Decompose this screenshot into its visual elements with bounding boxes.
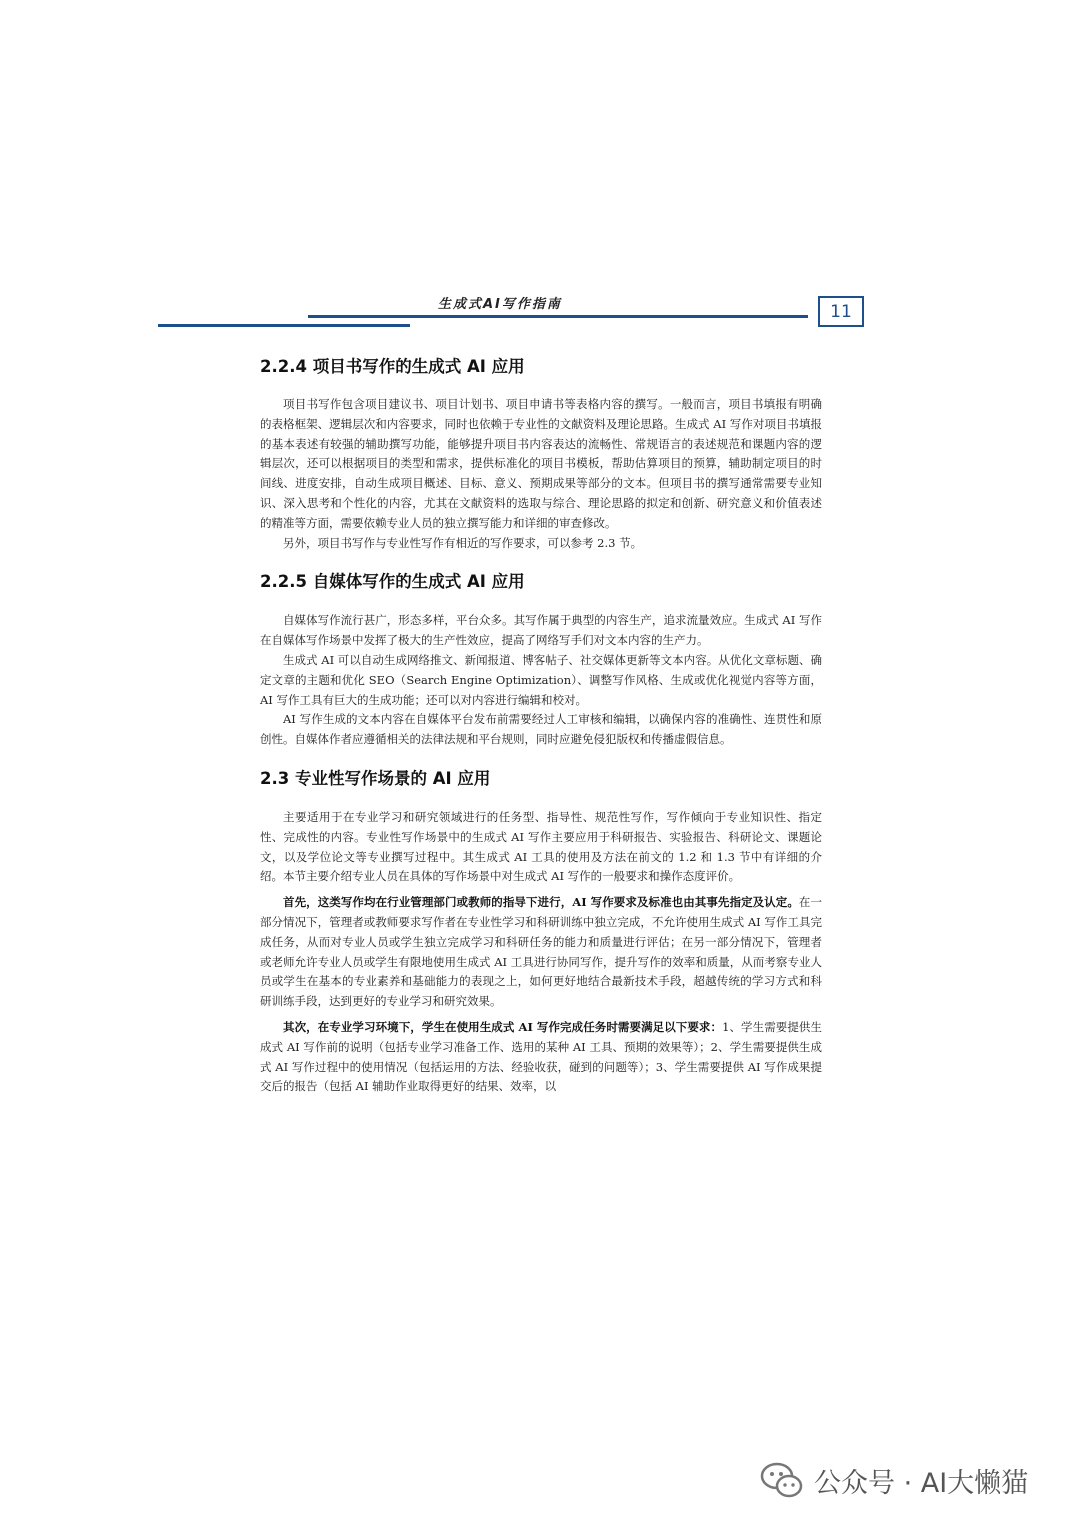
header-rule-long	[308, 315, 808, 318]
paragraph-body: 在一部分情况下，管理者或教师要求写作者在专业性学习和科研训练中独立完成，不允许使用生成式 AI 写作工具完成任务，从而对专业人员或学生独立完成学习和科研任务的能力和质量进行评估；在另一部分情况下，管理者或老师允许专业人员或学生有限地使用生成式 AI 工具进行协同写作，提升写作的效率和质量，从而考察专业人员或学生在基本的专业素养和基础能力的表现之上，如何更好地结合最新技术手段，超越传统的学习方式和科研训练手段，达到更好的专业学习和研究效果。	[260, 895, 822, 1009]
page-number-box	[818, 296, 864, 327]
section-heading-2-2-4: 2.2.4 项目书写作的生成式 AI 应用	[260, 357, 525, 376]
paragraph: 生成式 AI 可以自动生成网络推文、新闻报道、博客帖子、社交媒体更新等文本内容。从优化文章标题、确定文章的主题和优化 SEO（Search Engine Optimization）、调整写作风格、生成或优化视觉内容等方面，AI 写作工具有巨大的生成功能；还可以对内容进行编辑和校对。	[260, 652, 822, 707]
wechat-icon	[760, 1460, 804, 1500]
header-rule-short	[158, 324, 410, 327]
bold-lead: 其次，在专业学习环境下，学生在使用生成式 AI 写作完成任务时需要满足以下要求：	[283, 1019, 723, 1034]
page-number: 11	[830, 301, 852, 322]
paragraph: 项目书写作包含项目建议书、项目计划书、项目申请书等表格内容的撰写。一般而言，项目书填报有明确的表格框架、逻辑层次和内容要求，同时也依赖于专业性的文献资料及理论思路。生成式 AI 写作对项目书填报的基本表述有较强的辅助撰写功能，能够提升项目书内容表达的流畅性、常规语言的表述规范和课题内容的逻辑层次，还可以根据项目的类型和需求，提供标准化的项目书模板，帮助估算项目的预算，辅助制定项目的时间线、进度安排，自动生成项目概述、目标、意义、预期成果等部分的文本。但项目书的撰写通常需要专业知识、深入思考和个性化的内容，尤其在文献资料的选取与综合、理论思路的拟定和创新、研究意义和价值表述的精准等方面，需要依赖专业人员的独立撰写能力和详细的审查修改。	[260, 397, 822, 530]
paragraph: AI 写作生成的文本内容在自媒体平台发布前需要经过人工审核和编辑，以确保内容的准确性、连贯性和原创性。自媒体作者应遵循相关的法律法规和平台规则，同时应避免侵犯版权和传播虚假信息。	[260, 712, 822, 747]
paragraph: 主要适用于在专业学习和研究领域进行的任务型、指导性、规范性写作，写作倾向于专业知识性、指定性、完成性的内容。专业性写作场景中的生成式 AI 写作主要应用于科研报告、实验报告、科研论文、课题论文，以及学位论文等专业撰写过程中。其生成式 AI 工具的使用及方法在前文的 1.2 和 1.3 节中有详细的介绍。本节主要介绍专业人员在具体的写作场景中对生成式 AI 写作的一般要求和操作态度评价。	[260, 809, 822, 884]
paragraph	[260, 893, 822, 1012]
paragraph: 另外，项目书写作与专业性写作有相近的写作要求，可以参考 2.3 节。	[283, 535, 643, 550]
paragraph	[260, 1018, 822, 1097]
running-header-title: 生成式AI写作指南	[438, 297, 562, 312]
bold-lead: 首先，这类写作均在行业管理部门或教师的指导下进行，AI 写作要求及标准也由其事先指定及认定。	[283, 895, 799, 910]
paragraph-body: 1、学生需要提供生成式 AI 写作前的说明（包括专业学习准备工作、选用的某种 AI 工具、预期的效果等）；2、学生需要提供生成式 AI 写作过程中的使用情况（包括运用的方法、经验收获，碰到的问题等）；3、学生需要提供 AI 写作成果提交后的报告（包括 AI 辅助作业取得更好的结果、效率，以	[260, 1019, 822, 1094]
paragraph: 自媒体写作流行甚广，形态多样，平台众多。其写作属于典型的内容生产，追求流量效应。生成式 AI 写作在自媒体写作场景中发挥了极大的生产性效应，提高了网络写手们对文本内容的生产力。	[260, 613, 822, 648]
section-heading-2-2-5: 2.2.5 自媒体写作的生成式 AI 应用	[260, 572, 525, 592]
page-content	[260, 355, 822, 1097]
watermark	[760, 1455, 1028, 1505]
section-heading-2-3: 2.3 专业性写作场景的 AI 应用	[260, 768, 491, 788]
watermark-text: 公众号 · AI大懒猫	[814, 1467, 1029, 1499]
